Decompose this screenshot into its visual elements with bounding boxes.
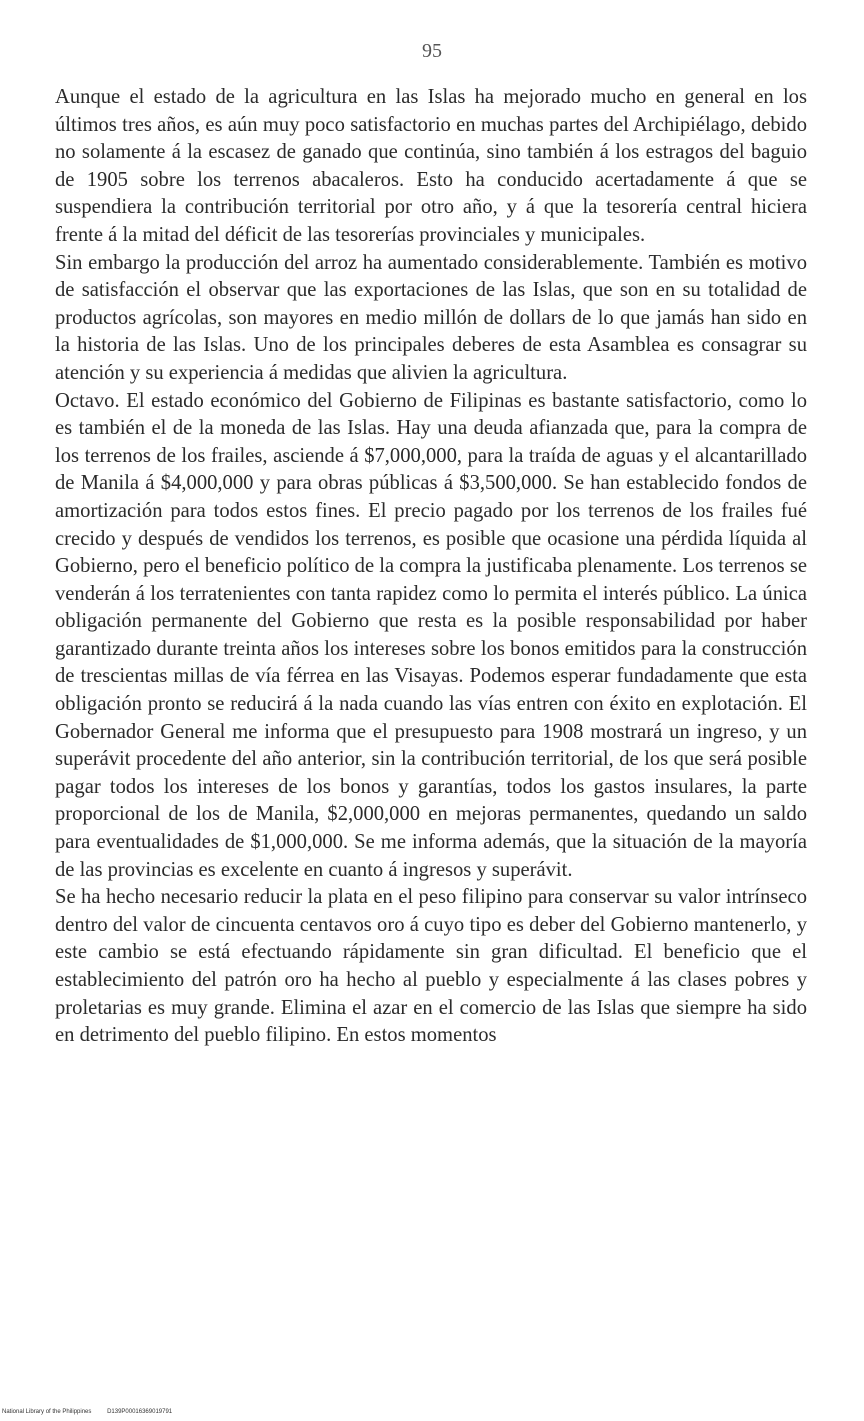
footer-code: D139P00016369019791 <box>107 1409 173 1415</box>
page-number: 95 <box>422 40 442 62</box>
paragraph-3: Octavo. El estado económico del Gobierno de Filipinas es bastante satisfactorio, como lo es también el de la moneda de las Islas. Hay una deuda afianzada que, para la compra de los terrenos de los frailes, asciende á $7,000,000, para la traída de aguas y el alcantarillado de Manila á $4,000,000 y para obras públicas á $3,500,000. Se han establecido fondos de amortización para todos estos fines. El precio pagado por los terrenos de los frailes fué crecido y después de vendidos los terrenos, es posible que ocasione una pérdida líquida al Gobierno, pero el beneficio político de la compra la justificaba plenamente. Los terrenos se venderán á los terratenientes con tanta rapidez como lo permita el interés público. La única obligación permanente del Gobierno que resta es la posible responsabilidad por haber garantizado durante treinta años los intereses sobre los bonos emitidos para la construcción de trescientas millas de vía férrea en las Visayas. Podemos esperar fundadamente que esta obligación pronto se reducirá á la nada cuando las vías entren con éxito en explotación. El Gobernador General me informa que el presupuesto para 1908 mostrará un ingreso, y un superávit procedente del año anterior, sin la contribución territorial, de los que será posible pagar todos los intereses de los bonos y garantías, todos los gastos insulares, la parte proporcional de los de Manila, $2,000,000 en mejoras permanentes, quedando un saldo para eventualidades de $1,000,000. Se me informa además, que la situación de la mayoría de las provincias es excelente en cuanto á ingresos y superávit. <box>55 389 807 881</box>
paragraph-1: Aunque el estado de la agricultura en las Islas ha mejorado mucho en general en los últimos tres años, es aún muy poco satisfactorio en muchas partes del Archipiélago, debido no solamente á la escasez de ganado que continúa, sino también á los estragos del baguio de 1905 sobre los terrenos abacaleros. Esto ha conducido acertadamente á que se suspendiera la contribución territorial por otro año, y á que la tesorería central hiciera frente á la mitad del déficit de las tesorerías provinciales y municipales. <box>55 86 807 246</box>
document-body <box>55 84 807 1050</box>
paragraph-2: Sin embargo la producción del arroz ha aumentado considerablemente. También es motivo de satisfacción el observar que las exportaciones de las Islas, que son en su totalidad de productos agrícolas, son mayores en medio millón de dollars de lo que jamás han sido en la historia de las Islas. Uno de los principales deberes de esta Asamblea es consagrar su atención y su experiencia á medidas que alivien la agricultura. <box>55 251 807 384</box>
paragraph-4: Se ha hecho necesario reducir la plata en el peso filipino para conservar su valor intrínseco dentro del valor de cincuenta centavos oro á cuyo tipo es deber del Gobierno mantenerlo, y este cambio se está efectuando rápidamente sin gran dificultad. El beneficio que el establecimiento del patrón oro ha hecho al pueblo y especialmente á las clases pobres y proletarias es muy grande. Elimina el azar en el comercio de las Islas que siempre ha sido en detrimento del pueblo filipino. En estos momentos <box>55 886 807 1047</box>
scan-footer <box>2 1409 186 1415</box>
footer-library: National Library of the Philippines <box>2 1409 92 1415</box>
